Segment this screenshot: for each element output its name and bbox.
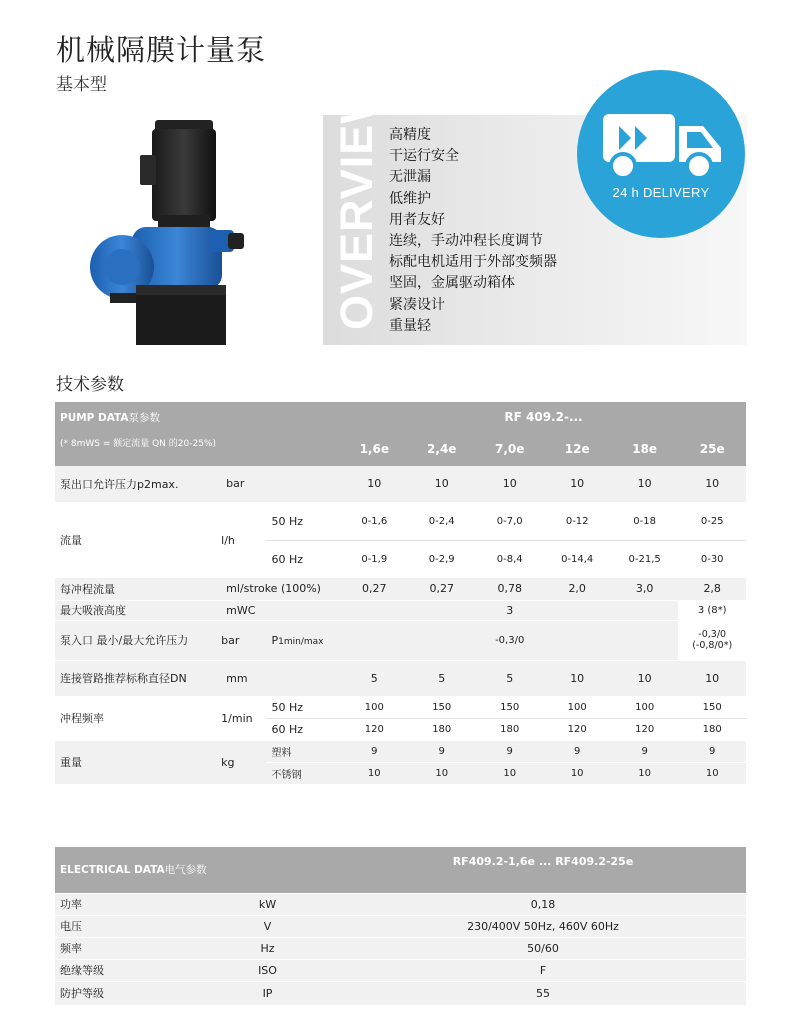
cell: 3,0: [635, 582, 654, 596]
row-label: 绝缘等级: [55, 959, 195, 981]
delivery-badge: [577, 70, 745, 238]
row-label: 防护等级: [55, 981, 195, 1005]
cell: 150: [678, 696, 746, 718]
row-label: 最大吸液高度: [55, 600, 221, 620]
cell: 0-25: [678, 502, 746, 540]
cell: 10: [638, 767, 652, 779]
table-row: [55, 981, 746, 1005]
pump-header-row: [55, 402, 746, 432]
cell: 0,78: [497, 582, 522, 596]
freq-label: 60 Hz: [271, 552, 304, 566]
cell: 180: [500, 723, 520, 735]
row-label: 每冲程流量: [60, 582, 115, 596]
cell: 9: [678, 740, 746, 762]
model-col: 1,6e: [341, 432, 407, 466]
cell: -0,3/0: [341, 620, 678, 660]
cell: 0-8,4: [496, 553, 523, 565]
table-row: [55, 937, 746, 959]
freq-label: 50 Hz: [266, 502, 341, 540]
cell-line: -0,3/0: [698, 629, 727, 640]
cell: 10: [367, 767, 381, 779]
pump-image: [90, 115, 250, 345]
feature-item: 高精度: [389, 127, 431, 143]
delivery-text: 24 h DELIVERY: [612, 185, 710, 200]
cell: 9: [543, 740, 610, 762]
cell: [678, 620, 746, 660]
header-note: (* 8mWS = 额定流量 QN 的20-25%): [55, 432, 341, 466]
page-subtitle: 基本型: [56, 75, 107, 95]
cell: 10: [543, 660, 610, 696]
feature-item: 低维护: [389, 190, 431, 207]
cell: 120: [635, 723, 655, 735]
row-unit: bar: [221, 620, 266, 660]
row-label: 冲程频率: [55, 696, 221, 740]
cell: 180: [432, 723, 452, 735]
cell: 3: [341, 600, 678, 620]
elec-model-range: RF409.2-1,6e ... RF409.2-25e: [340, 847, 746, 893]
row-unit: Hz: [195, 937, 340, 959]
row-label: 泵出口允许压力p2max.: [60, 477, 179, 491]
feature-item: 重量轻: [389, 317, 431, 334]
table-row: [55, 893, 746, 915]
cell: 0-30: [700, 553, 724, 565]
cell: 0-2,9: [428, 553, 455, 565]
cell: 100: [341, 696, 407, 718]
delivery-truck-icon: [599, 108, 725, 184]
cell: 100: [611, 696, 678, 718]
table-row: [55, 466, 746, 502]
cell: 55: [340, 981, 746, 1005]
feature-item: 连续，手动冲程长度调节: [389, 233, 543, 250]
cell: 120: [364, 723, 384, 735]
symbol-sub: 1min/max: [278, 636, 324, 647]
row-label: 频率: [55, 937, 195, 959]
cell: 0-7,0: [476, 502, 543, 540]
material-label: 不锈钢: [271, 769, 302, 781]
cell: 150: [476, 696, 543, 718]
model-col: 25e: [678, 432, 746, 466]
elec-data-label: ELECTRICAL DATA: [60, 864, 165, 877]
material-label: 塑料: [266, 740, 341, 762]
model-col: 18e: [611, 432, 678, 466]
cell: 10: [678, 660, 746, 696]
feature-item: 干运行安全: [389, 148, 459, 165]
row-unit: kg: [221, 740, 266, 784]
feature-item: 无泄漏: [389, 169, 431, 186]
cell: 3 (8*): [678, 600, 746, 620]
cell: 0-18: [611, 502, 678, 540]
pump-data-label-cn: 泵参数: [128, 411, 161, 424]
pump-header-row-2: [55, 432, 746, 466]
row-unit: ISO: [195, 959, 340, 981]
model-col: 2,4e: [408, 432, 476, 466]
model-col: 7,0e: [476, 432, 543, 466]
row-label: 重量: [55, 740, 221, 784]
freq-label: 60 Hz: [271, 722, 304, 736]
feature-item: 紧凑设计: [389, 296, 445, 313]
table-row: [55, 502, 746, 540]
cell: 10: [502, 477, 517, 491]
feature-item: 坚固，金属驱动箱体: [389, 275, 515, 292]
row-unit: mWC: [221, 600, 341, 620]
row-unit: ml/stroke (100%): [226, 582, 321, 596]
table-row: [55, 959, 746, 981]
cell: 10: [611, 660, 678, 696]
section-title: 技术参数: [56, 375, 124, 395]
feature-item: 标配电机适用于外部变频器: [389, 254, 557, 271]
elec-header-row: [55, 847, 746, 893]
cell: 5: [408, 660, 476, 696]
pump-data-table: [55, 402, 746, 784]
cell: 0-14,4: [561, 553, 594, 565]
cell: 10: [434, 477, 449, 491]
row-unit: bar: [226, 477, 245, 491]
table-row: [55, 660, 746, 696]
freq-label: 50 Hz: [266, 696, 341, 718]
table-row: [55, 578, 746, 600]
row-unit: kW: [195, 893, 340, 915]
feature-item: 用者友好: [389, 211, 445, 228]
cell: 9: [476, 740, 543, 762]
symbol-p: P: [271, 633, 279, 647]
cell: 180: [702, 723, 722, 735]
table-row: [55, 696, 746, 718]
feature-list: [389, 125, 557, 337]
cell: 10: [637, 477, 652, 491]
cell: 5: [341, 660, 407, 696]
cell: F: [340, 959, 746, 981]
cell-line: (-0,8/0*): [692, 640, 733, 651]
cell: 100: [543, 696, 610, 718]
cell: 2,0: [568, 582, 586, 596]
row-label: 泵入口 最小/最大允许压力: [55, 620, 221, 660]
table-row: [55, 915, 746, 937]
cell: 2,8: [703, 582, 721, 596]
cell: 0-12: [543, 502, 610, 540]
cell: 5: [476, 660, 543, 696]
table-row: [55, 620, 746, 660]
row-label: 流量: [55, 502, 221, 578]
row-unit: mm: [221, 660, 341, 696]
cell: 0,27: [362, 582, 387, 596]
cell: 0,18: [340, 893, 746, 915]
cell: 10: [705, 767, 719, 779]
cell: 0-2,4: [408, 502, 476, 540]
cell: 0-1,9: [361, 553, 388, 565]
row-label: 连接管路推荐标称直径DN: [55, 660, 221, 696]
cell: 10: [367, 477, 382, 491]
page-title: 机械隔膜计量泵: [56, 33, 267, 67]
cell: 9: [341, 740, 407, 762]
pressure-symbol: [266, 620, 341, 660]
cell: 50/60: [340, 937, 746, 959]
cell: 0-21,5: [628, 553, 661, 565]
cell: 10: [435, 767, 449, 779]
table-row: [55, 740, 746, 762]
row-label: 功率: [55, 893, 195, 915]
row-label: 电压: [55, 915, 195, 937]
row-unit: IP: [195, 981, 340, 1005]
cell: 150: [408, 696, 476, 718]
cell: 10: [503, 767, 517, 779]
elec-data-label-cn: 电气参数: [164, 864, 207, 877]
cell: 9: [611, 740, 678, 762]
cell: 9: [408, 740, 476, 762]
cell: 10: [705, 477, 720, 491]
row-unit: 1/min: [221, 696, 266, 740]
overview-label: OVERVIEW: [331, 80, 382, 330]
cell: 0,27: [429, 582, 454, 596]
row-unit: V: [195, 915, 340, 937]
model-col: 12e: [543, 432, 610, 466]
cell: 10: [570, 477, 585, 491]
electrical-data-table: [55, 847, 746, 1005]
cell: 230/400V 50Hz, 460V 60Hz: [340, 915, 746, 937]
model-series: RF 409.2-...: [341, 402, 746, 432]
pump-data-label: PUMP DATA: [60, 411, 129, 424]
cell: 120: [567, 723, 587, 735]
row-unit: l/h: [221, 502, 266, 578]
table-row: [55, 600, 746, 620]
cell: 10: [570, 767, 584, 779]
cell: 0-1,6: [341, 502, 407, 540]
